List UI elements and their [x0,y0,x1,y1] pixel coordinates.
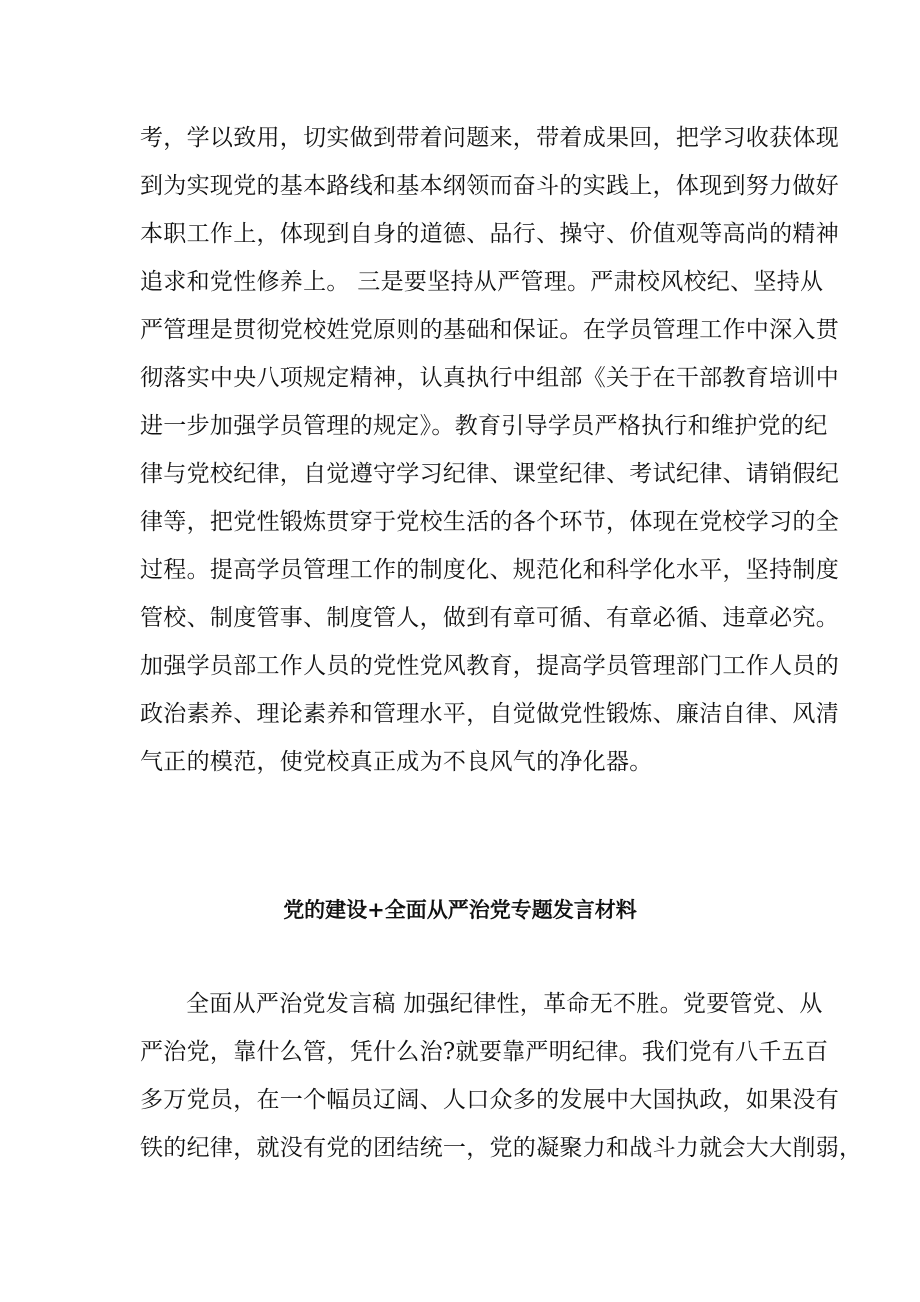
body-paragraph-2 [140,980,863,1172]
text-line: 追求和党性修养上。 三是要坚持从严管理。严肃校风校纪、坚持从 [140,269,824,295]
text-line: 加强学员部工作人员的党性党风教育，提高学员管理部门工作人员的 [140,653,839,679]
text-line: 严治党，靠什么管，凭什么治?就要靠严明纪律。我们党有八千五百 [140,1039,829,1065]
text-line: 铁的纪律，就没有党的团结统一，党的凝聚力和战斗力就会大大削弱， [140,1135,863,1161]
text-line: 严管理是贯彻党校姓党原则的基础和保证。在学员管理工作中深入贯 [140,317,839,343]
text-line: 彻落实中央八项规定精神，认真执行中组部《关于在干部教育培训中 [140,365,839,391]
text-line: 政治素养、理论素养和管理水平，自觉做党性锻炼、廉洁自律、风清 [140,701,839,727]
text-line: 律与党校纪律，自觉遵守学习纪律、课堂纪律、考试纪律、请销假纪 [140,461,839,487]
text-line: 多万党员，在一个幅员辽阔、人口众多的发展中大国执政，如果没有 [140,1087,839,1113]
text-line: 气正的模范，使党校真正成为不良风气的净化器。 [140,749,653,775]
text-line: 考，学以致用，切实做到带着问题来，带着成果回，把学习收获体现 [140,125,839,151]
text-line: 进一步加强学员管理的规定》。教育引导学员严格执行和维护党的纪 [140,413,828,439]
text-line: 全面从严治党发言稿 加强纪律性，革命无不胜。党要管党、从 [186,991,823,1017]
text-line: 过程。提高学员管理工作的制度化、规范化和科学化水平，坚持制度 [140,557,839,583]
text-line: 到为实现党的基本路线和基本纲领而奋斗的实践上，体现到努力做好 [140,173,839,199]
body-paragraph-1 [140,114,839,786]
section-title: 党的建设+全面从严治党专题发言材料 [283,897,637,922]
text-line: 管校、制度管事、制度管人，做到有章可循、有章必循、违章必究。 [140,605,839,631]
text-line: 律等，把党性锻炼贯穿于党校生活的各个环节，体现在党校学习的全 [140,509,839,535]
text-line: 本职工作上，体现到自身的道德、品行、操守、价值观等高尚的精神 [140,221,839,247]
